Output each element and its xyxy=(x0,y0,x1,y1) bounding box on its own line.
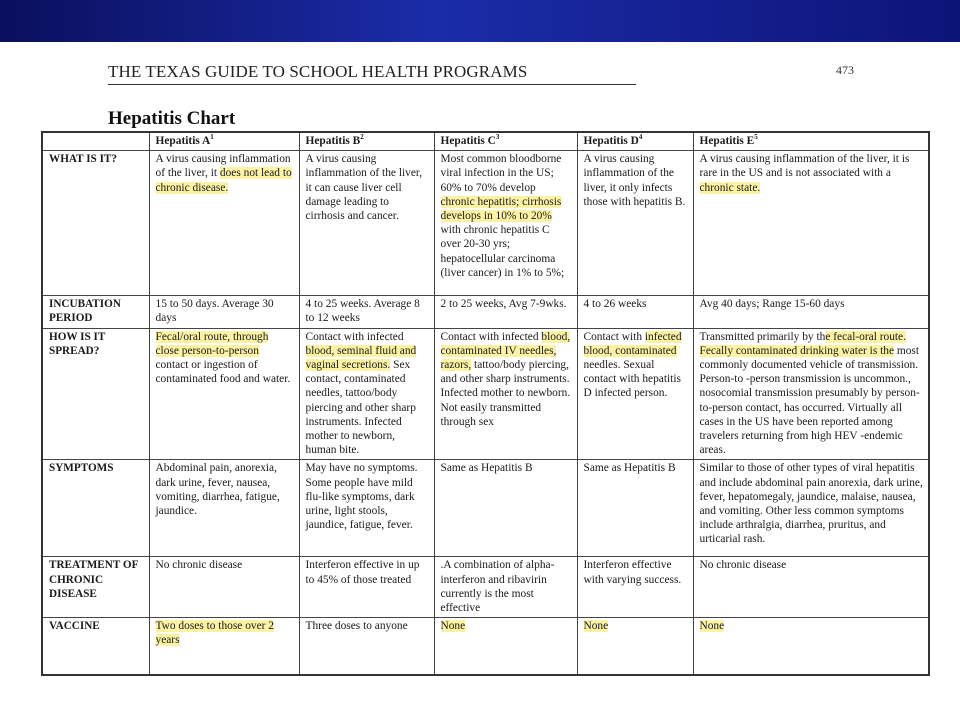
header-row xyxy=(42,132,929,151)
table-cell: Transmitted primarily by the fecal-oral route. Fecally contaminated drinking water is the most commonly documented vehicle of transmission. Person-to -person transmission is uncommon., nosocomial transmission presumably by person- to-person contact, has occurred. Virtually all cases in the US have been reported among travelers returning from high HEV -endemic areas. xyxy=(693,328,929,460)
table-cell: None xyxy=(577,618,693,675)
table-cell: Contact with infected blood, contaminated needles. Sexual contact with hepatitis D infected person. xyxy=(577,328,693,460)
table-cell: Similar to those of other types of viral hepatitis and include abdominal pain anorexia, dark urine, fever, hepatomegaly, jaundice, malaise, nausea, and vomiting. Other less common symptoms include arthralgia, diarrhea, pruritus, and urticarial rash. xyxy=(693,460,929,557)
table-cell: Interferon effective in up to 45% of those treated xyxy=(299,557,434,618)
column-header-hepatitis-c xyxy=(434,132,577,151)
row-label: WHAT IS IT? xyxy=(42,151,149,296)
table-cell: Interferon effective with varying success. xyxy=(577,557,693,618)
table-cell: No chronic disease xyxy=(693,557,929,618)
row-label: HOW IS IT SPREAD? xyxy=(42,328,149,460)
row-label: SYMPTOMS xyxy=(42,460,149,557)
page-number: 473 xyxy=(836,63,854,77)
footnote-marker: 5 xyxy=(754,133,758,142)
footnote-marker: 2 xyxy=(360,133,364,142)
table-cell: Contact with infected blood, contaminated IV needles, razors, tattoo/body piercing, and other sharp instruments. Infected mother to newborn. Not easily transmitted through sex xyxy=(434,328,577,460)
table-cell: 2 to 25 weeks, Avg 7-9wks. xyxy=(434,296,577,328)
column-name: Hepatitis A xyxy=(155,135,211,147)
column-name: Hepatitis C xyxy=(440,135,496,147)
column-header-hepatitis-a xyxy=(149,132,299,151)
hepatitis-table xyxy=(41,131,930,676)
table-row-treatment xyxy=(42,557,929,618)
title-underline xyxy=(108,84,636,85)
table-cell: Same as Hepatitis B xyxy=(577,460,693,557)
table-cell: 4 to 26 weeks xyxy=(577,296,693,328)
table-row-how-is-it-spread xyxy=(42,328,929,460)
column-header-hepatitis-e xyxy=(693,132,929,151)
table-cell: Abdominal pain, anorexia, dark urine, fever, nausea, vomiting, diarrhea, fatigue, jaundice. xyxy=(149,460,299,557)
column-header-hepatitis-d xyxy=(577,132,693,151)
column-name: Hepatitis D xyxy=(583,135,639,147)
table-cell: No chronic disease xyxy=(149,557,299,618)
column-name: Hepatitis B xyxy=(305,135,361,147)
table-row-symptoms xyxy=(42,460,929,557)
table-cell: Fecal/oral route, through close person-to-person contact or ingestion of contaminated food and water. xyxy=(149,328,299,460)
table-row-incubation-period xyxy=(42,296,929,328)
row-label: INCUBATION PERIOD xyxy=(42,296,149,328)
table-cell: Same as Hepatitis B xyxy=(434,460,577,557)
table-cell: May have no symptoms. Some people have mild flu-like symptoms, dark urine, light stools, jaundice, fatigue, fever. xyxy=(299,460,434,557)
table-cell: Two doses to those over 2 years xyxy=(149,618,299,675)
footnote-marker: 4 xyxy=(638,133,643,142)
document-title: THE TEXAS GUIDE TO SCHOOL HEALTH PROGRAMS xyxy=(108,62,528,81)
table-cell: .A combination of alpha-interferon and ribavirin currently is the most effective xyxy=(434,557,577,618)
row-label: VACCINE xyxy=(42,618,149,675)
column-name: Hepatitis E xyxy=(699,135,755,147)
footnote-marker: 1 xyxy=(210,133,214,142)
table-cell: 4 to 25 weeks. Average 8 to 12 weeks xyxy=(299,296,434,328)
row-label: TREATMENT OF CHRONIC DISEASE xyxy=(42,557,149,618)
slide-banner xyxy=(0,0,960,42)
table-row-vaccine xyxy=(42,618,929,675)
column-header-hepatitis-b xyxy=(299,132,434,151)
table-cell: None xyxy=(434,618,577,675)
footnote-marker: 3 xyxy=(495,133,500,142)
table-cell: Three doses to anyone xyxy=(299,618,434,675)
table-row-what-is-it xyxy=(42,151,929,296)
corner-cell xyxy=(42,132,149,151)
chart-title: Hepatitis Chart xyxy=(108,108,236,129)
table-cell: Avg 40 days; Range 15-60 days xyxy=(693,296,929,328)
table-cell: A virus causing inflammation of the liver, it does not lead to chronic disease. xyxy=(149,151,299,296)
table-cell: A virus causing inflammation of the liver, it can cause liver cell damage leading to cirrhosis and cancer. xyxy=(299,151,434,296)
table-cell: Contact with infected blood, seminal fluid and vaginal secretions. Sex contact, contaminated needles, tattoo/body piercing and other sharp instruments. Infected mother to newborn, human bite. xyxy=(299,328,434,460)
table-cell: None xyxy=(693,618,929,675)
table-cell: 15 to 50 days. Average 30 days xyxy=(149,296,299,328)
table-cell: A virus causing inflammation of the liver, it only infects those with hepatitis B. xyxy=(577,151,693,296)
table-cell: A virus causing inflammation of the liver, it is rare in the US and is not associated with a chronic state. xyxy=(693,151,929,296)
table-cell: Most common bloodborne viral infection in the US; 60% to 70% develop chronic hepatitis; cirrhosis develops in 10% to 20% with chronic hepatitis C over 20-30 yrs; hepatocellular carcinoma (liver cancer) in 1% to 5%; xyxy=(434,151,577,296)
